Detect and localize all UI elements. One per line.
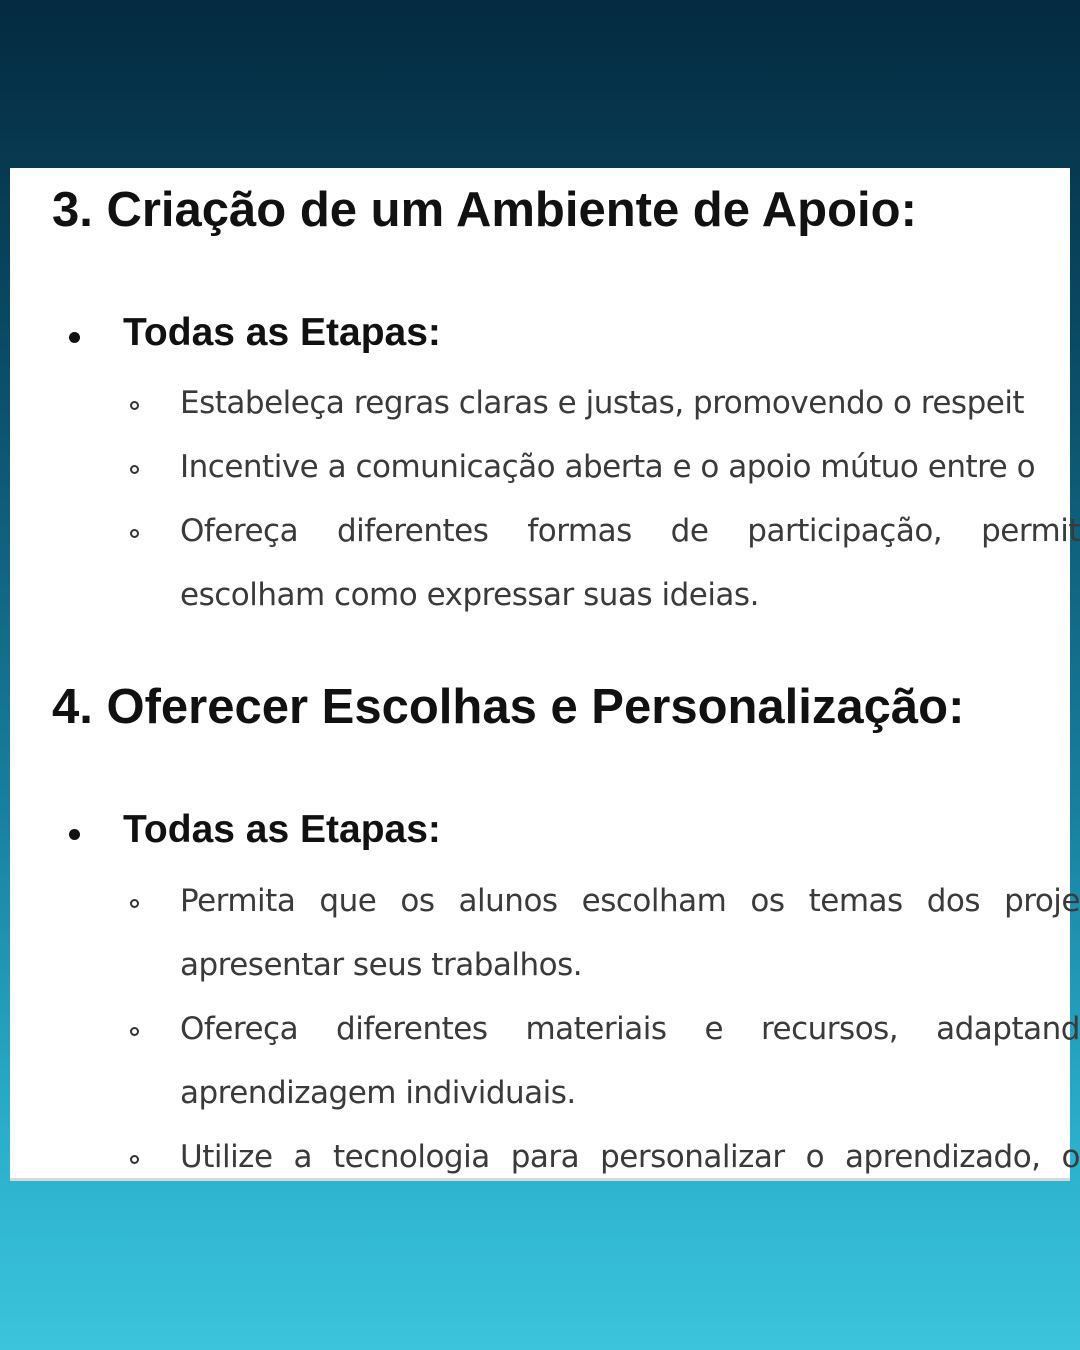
- word: dos: [926, 883, 981, 919]
- section-4-item-2-line-2: aprendizagem individuais.: [180, 1075, 576, 1111]
- bullet-dot-icon: [69, 332, 80, 343]
- word: personalizar: [600, 1139, 785, 1175]
- word: a: [293, 1139, 312, 1175]
- word: tecnologia: [332, 1139, 490, 1175]
- word: Permita: [180, 883, 296, 919]
- hollow-bullet-icon: [130, 465, 139, 474]
- word: os: [400, 883, 435, 919]
- word: para: [510, 1139, 580, 1175]
- word: adaptand: [936, 1011, 1080, 1047]
- hollow-bullet-icon: [130, 1155, 139, 1164]
- document-page: [10, 168, 1080, 1181]
- word: os: [750, 883, 785, 919]
- hollow-bullet-icon: [130, 529, 139, 538]
- word: permit: [981, 513, 1080, 549]
- word: recursos,: [760, 1011, 899, 1047]
- word: participação,: [747, 513, 943, 549]
- word: materiais: [525, 1011, 667, 1047]
- word: aprendizado,: [845, 1139, 1041, 1175]
- word: proje: [1004, 883, 1080, 919]
- section-3-item-2-line-1: Incentive a comunicação aberta e o apoio mútuo entre o: [180, 449, 1036, 485]
- word: formas: [527, 513, 632, 549]
- section-3-item-3-line-2: escolham como expressar suas ideias.: [180, 577, 759, 613]
- word: diferentes: [336, 513, 489, 549]
- word: o: [805, 1139, 825, 1175]
- bullet-dot-icon: [69, 829, 80, 840]
- word: o: [1061, 1139, 1080, 1175]
- word: e: [704, 1011, 724, 1047]
- section-4-heading: 4. Oferecer Escolhas e Personalização:: [52, 680, 965, 734]
- section-3-item-1-line-1: Estabeleça regras claras e justas, promovendo o respeit: [180, 385, 1025, 421]
- word: Utilize: [180, 1139, 273, 1175]
- word: escolham: [581, 883, 727, 919]
- word: que: [319, 883, 377, 919]
- word: diferentes: [336, 1011, 488, 1047]
- hollow-bullet-icon: [130, 1027, 139, 1036]
- section-4-item-1-line-1: [180, 883, 1080, 919]
- word: temas: [808, 883, 903, 919]
- section-3-bullet-label: Todas as Etapas:: [123, 311, 441, 354]
- section-4-item-3-line-1: [180, 1139, 1080, 1175]
- section-4-item-2-line-1: [180, 1011, 1080, 1047]
- hollow-bullet-icon: [130, 401, 139, 410]
- word: alunos: [458, 883, 558, 919]
- section-3-heading: 3. Criação de um Ambiente de Apoio:: [52, 183, 917, 237]
- hollow-bullet-icon: [130, 899, 139, 908]
- word: Ofereça: [180, 1011, 299, 1047]
- word: Ofereça: [180, 513, 299, 549]
- section-4-bullet-label: Todas as Etapas:: [123, 808, 441, 851]
- word: de: [670, 513, 709, 549]
- section-3-item-3-line-1: [180, 513, 1080, 549]
- section-4-item-1-line-2: apresentar seus trabalhos.: [180, 947, 583, 983]
